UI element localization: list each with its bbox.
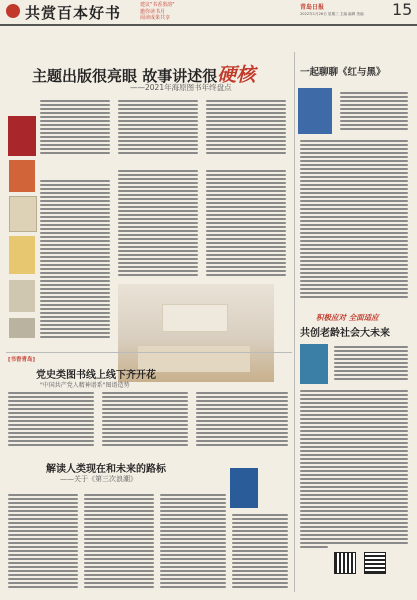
qr-code-1 (334, 552, 356, 574)
date-line: 2022年1月26日 星期三 主编 编辑 美编 (300, 12, 364, 16)
middle-right-kicker: 积极应对 全面适应 (316, 313, 379, 322)
masthead-subtitle-2: 邀你读书月 (140, 8, 166, 15)
book-cover-5 (9, 280, 35, 312)
main-headline-accent: 硬核 (217, 64, 256, 86)
lower-article-sub: "中国共产党人精神谱系"图谱造势 (40, 382, 130, 389)
masthead-title: 共赏百本好书 (25, 4, 122, 22)
qr-code-2 (364, 552, 386, 574)
bottom-article-title: 解读人类现在和未来的路标 (46, 464, 166, 475)
section-divider (6, 352, 292, 353)
masthead-logo-icon (6, 4, 20, 18)
side-article-title: 一起聊聊《红与黑》 (300, 67, 386, 78)
book-cover-1 (8, 116, 36, 156)
main-headline-text: 主题出版很亮眼 故事讲述很 (32, 67, 218, 85)
middle-right-title: 共创老龄社会大未来 (300, 328, 390, 339)
main-subheadline: ——2021年海原图书年终盘点 (130, 83, 232, 92)
book-cover-3 (9, 196, 37, 232)
book-cover-2 (9, 160, 35, 192)
bottom-article-sub: ——关于《第三次浪潮》 (60, 475, 137, 483)
masthead (0, 0, 417, 26)
masthead-subtitle-1: 建议"书香墨韵" (140, 2, 175, 8)
book-cover-4 (9, 236, 35, 274)
bottom-book-cover (230, 468, 258, 508)
elderly-book-cover (300, 344, 328, 384)
side-book-cover (298, 88, 332, 134)
book-cover-6 (9, 318, 35, 338)
column-divider-1 (294, 52, 295, 592)
paper-name: 青岛日报 (300, 4, 325, 11)
masthead-subtitle-3: 阅读成果共享 (140, 15, 171, 21)
page-number: 15 (392, 0, 413, 19)
section-tag: [书香青岛] (8, 357, 36, 363)
lower-article-title: 党史类图书线上线下齐开花 (36, 370, 156, 381)
photo-sign (162, 304, 228, 332)
masthead-subtitles (140, 2, 175, 22)
